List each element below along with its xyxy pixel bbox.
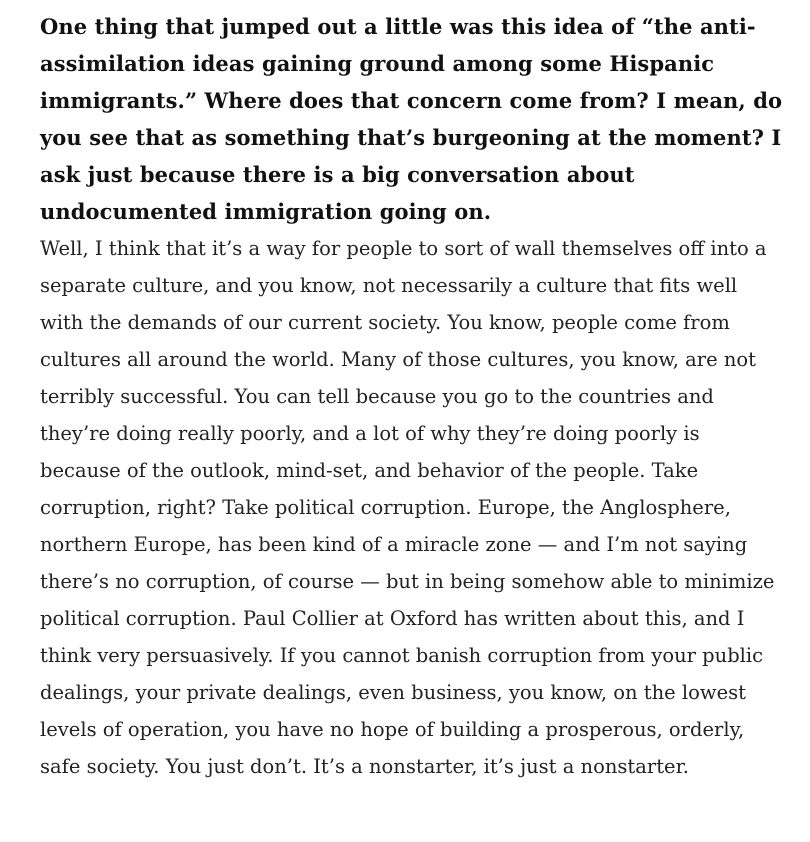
interview-question: One thing that jumped out a little was this idea of “the anti-assimilation ideas gaining ground among some Hispanic immigrants.” Where does that concern come from? I mean, do you see that as something that’s burgeoning at the moment? I ask just because there is a big conversation about undocumented immigration going on. (40, 14, 783, 224)
interview-excerpt (40, 8, 785, 785)
interview-answer: Well, I think that it’s a way for people to sort of wall themselves off into a separate culture, and you know, not necessarily a culture that fits well with the demands of our current society. You know, people come from cultures all around the world. Many of those cultures, you know, are not terribly successful. You can tell because you go to the countries and they’re doing really poorly, and a lot of why they’re doing poorly is because of the outlook, mind-set, and behavior of the people. Take corruption, right? Take political corruption. Europe, the Anglosphere, northern Europe, has been kind of a miracle zone — and I’m not saying there’s no corruption, of course — but in being somehow able to minimize political corruption. Paul Collier at Oxford has written about this, and I think very persuasively. If you cannot banish corruption from your public dealings, your private dealings, even business, you know, on the lowest levels of operation, you have no hope of building a prosperous, orderly, safe society. You just don’t. It’s a nonstarter, it’s just a nonstarter. (40, 237, 775, 778)
